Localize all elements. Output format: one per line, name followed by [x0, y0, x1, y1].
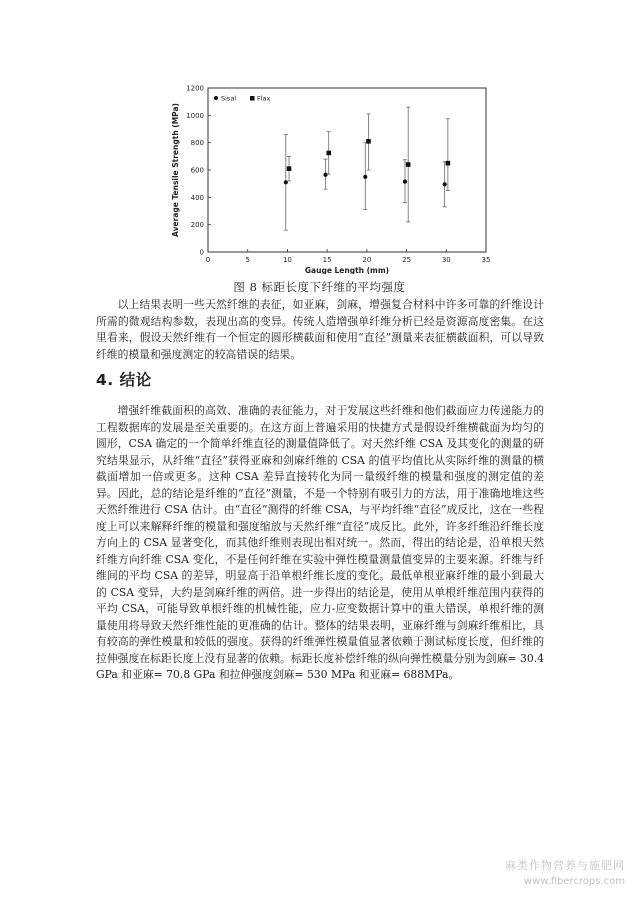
x-tick-label: 25 — [402, 256, 412, 264]
data-point-flax — [287, 166, 292, 171]
legend-label-sisal: Sisal — [221, 94, 237, 103]
legend-label-flax: Flax — [257, 94, 271, 103]
x-tick-label: 0 — [205, 256, 211, 264]
y-tick-label: 0 — [199, 248, 204, 257]
legend-marker-flax — [250, 96, 255, 101]
data-point-flax — [366, 139, 371, 144]
data-point-sisal — [323, 173, 327, 177]
data-point-sisal — [363, 175, 367, 179]
y-tick-label: 400 — [190, 193, 204, 202]
data-point-sisal — [403, 180, 407, 184]
plot-frame — [208, 88, 486, 252]
data-point-flax — [406, 162, 411, 167]
y-tick-label: 200 — [190, 221, 204, 230]
x-tick-label: 20 — [362, 256, 372, 264]
x-axis-label: Gauge Length (mm) — [304, 266, 390, 274]
x-tick-label: 5 — [245, 256, 250, 264]
data-point-sisal — [443, 182, 447, 186]
x-tick-label: 35 — [481, 256, 491, 264]
x-tick-label: 10 — [282, 256, 292, 264]
x-tick-label: 30 — [441, 256, 451, 264]
paragraph-results: 以上结果表明一些天然纤维的表征，如亚麻，剑麻，增强复合材料中许多可靠的纤维设计所需的微观结构参数，表现出高的变异。传统人造增强单纤维分析已经是资源高度密集。在这里看来，假设天然纤维有一个恒定的圆形横截面和使用“直径”测量来表征横截面积，可以导致纤维的模量和强度测定的较高错误的结果。 — [96, 298, 544, 361]
data-point-flax — [326, 151, 331, 156]
figure-caption: 图 8 标距长度下纤维的平均强度 — [233, 280, 406, 294]
data-point-flax — [446, 161, 451, 166]
tensile-strength-chart — [168, 82, 498, 274]
watermark-url: www.fibercrops.com — [523, 876, 625, 887]
y-tick-label: 1200 — [186, 84, 204, 93]
figure-8 — [168, 82, 498, 274]
y-tick-label: 800 — [190, 139, 204, 148]
y-axis-label: Average Tensile Strength (MPa) — [171, 103, 180, 237]
site-watermark — [505, 857, 625, 887]
legend-marker-sisal — [214, 96, 218, 100]
y-tick-label: 600 — [190, 166, 204, 175]
y-tick-label: 1000 — [186, 111, 204, 120]
watermark-title: 麻类作物营养与施肥网 — [505, 859, 625, 872]
paragraph-conclusion: 增强纤维截面积的高效、准确的表征能力，对于发展这些纤维和他们截面应力传递能力的工程数据库的发展是至关重要的。在这方面上普遍采用的快捷方式是假设纤维横截面为均匀的圆形，CSA 确定的一个简单纤维直径的测量值降低了。对天然纤维 CSA 及其变化的测量的研究结果显示，从纤维“直径”获得亚麻和剑麻纤维的 CSA 的值平均值比从实际纤维的测量的横截面增加一倍或更多。这种 CSA 差异直接转化为同一量级纤维的模量和强度的测定值的差异。因此，总的结论是纤维的“直径”测量，不是一个特别有吸引力的方法，用于准确地堆这些天然纤维进行 CSA 估计。由“直径”测得的纤维 CSA，与平均纤维“直径”成反比，这在一些程度上可以来解释纤维的模量和强度缩放与天然纤维“直径”成反比。此外，许多纤维沿纤维长度方向上的 CSA 显著变化，而其他纤维则表现出相对统一。然而，得出的结论是，沿单根天然纤维方向纤维 CSA 变化，不是任何纤维在实验中弹性模量测量值变异的主要来源。纤维与纤维间的平均 CSA 的差异，明显高于沿单根纤维长度的变化。最低单根亚麻纤维的最小到最大的 CSA 变异，大约是剑麻纤维的两倍。进一步得出的结论是，使用从单根纤维范围内获得的平均 CSA，可能导致单根纤维的机械性能，应力-应变数据计算中的重大错误，单根纤维的测量使用将导致天然纤维性能的更准确的估计。整体的结果表明，亚麻纤维与剑麻纤维相比，具有较高的弹性模量和较低的强度。获得的纤维弹性模量值显著依赖于测试标度长度，但纤维的拉伸强度在标距长度上没有显著的依赖。标距长度补偿纤维的纵向弹性模量分别为剑麻= 30.4 GPa 和亚麻= 70.8 GPa 和拉伸强度剑麻= 530 MPa 和亚麻= 688MPa。 — [96, 404, 544, 681]
x-tick-label: 15 — [322, 256, 332, 264]
section-heading-conclusion: 4. 结论 — [96, 371, 152, 389]
